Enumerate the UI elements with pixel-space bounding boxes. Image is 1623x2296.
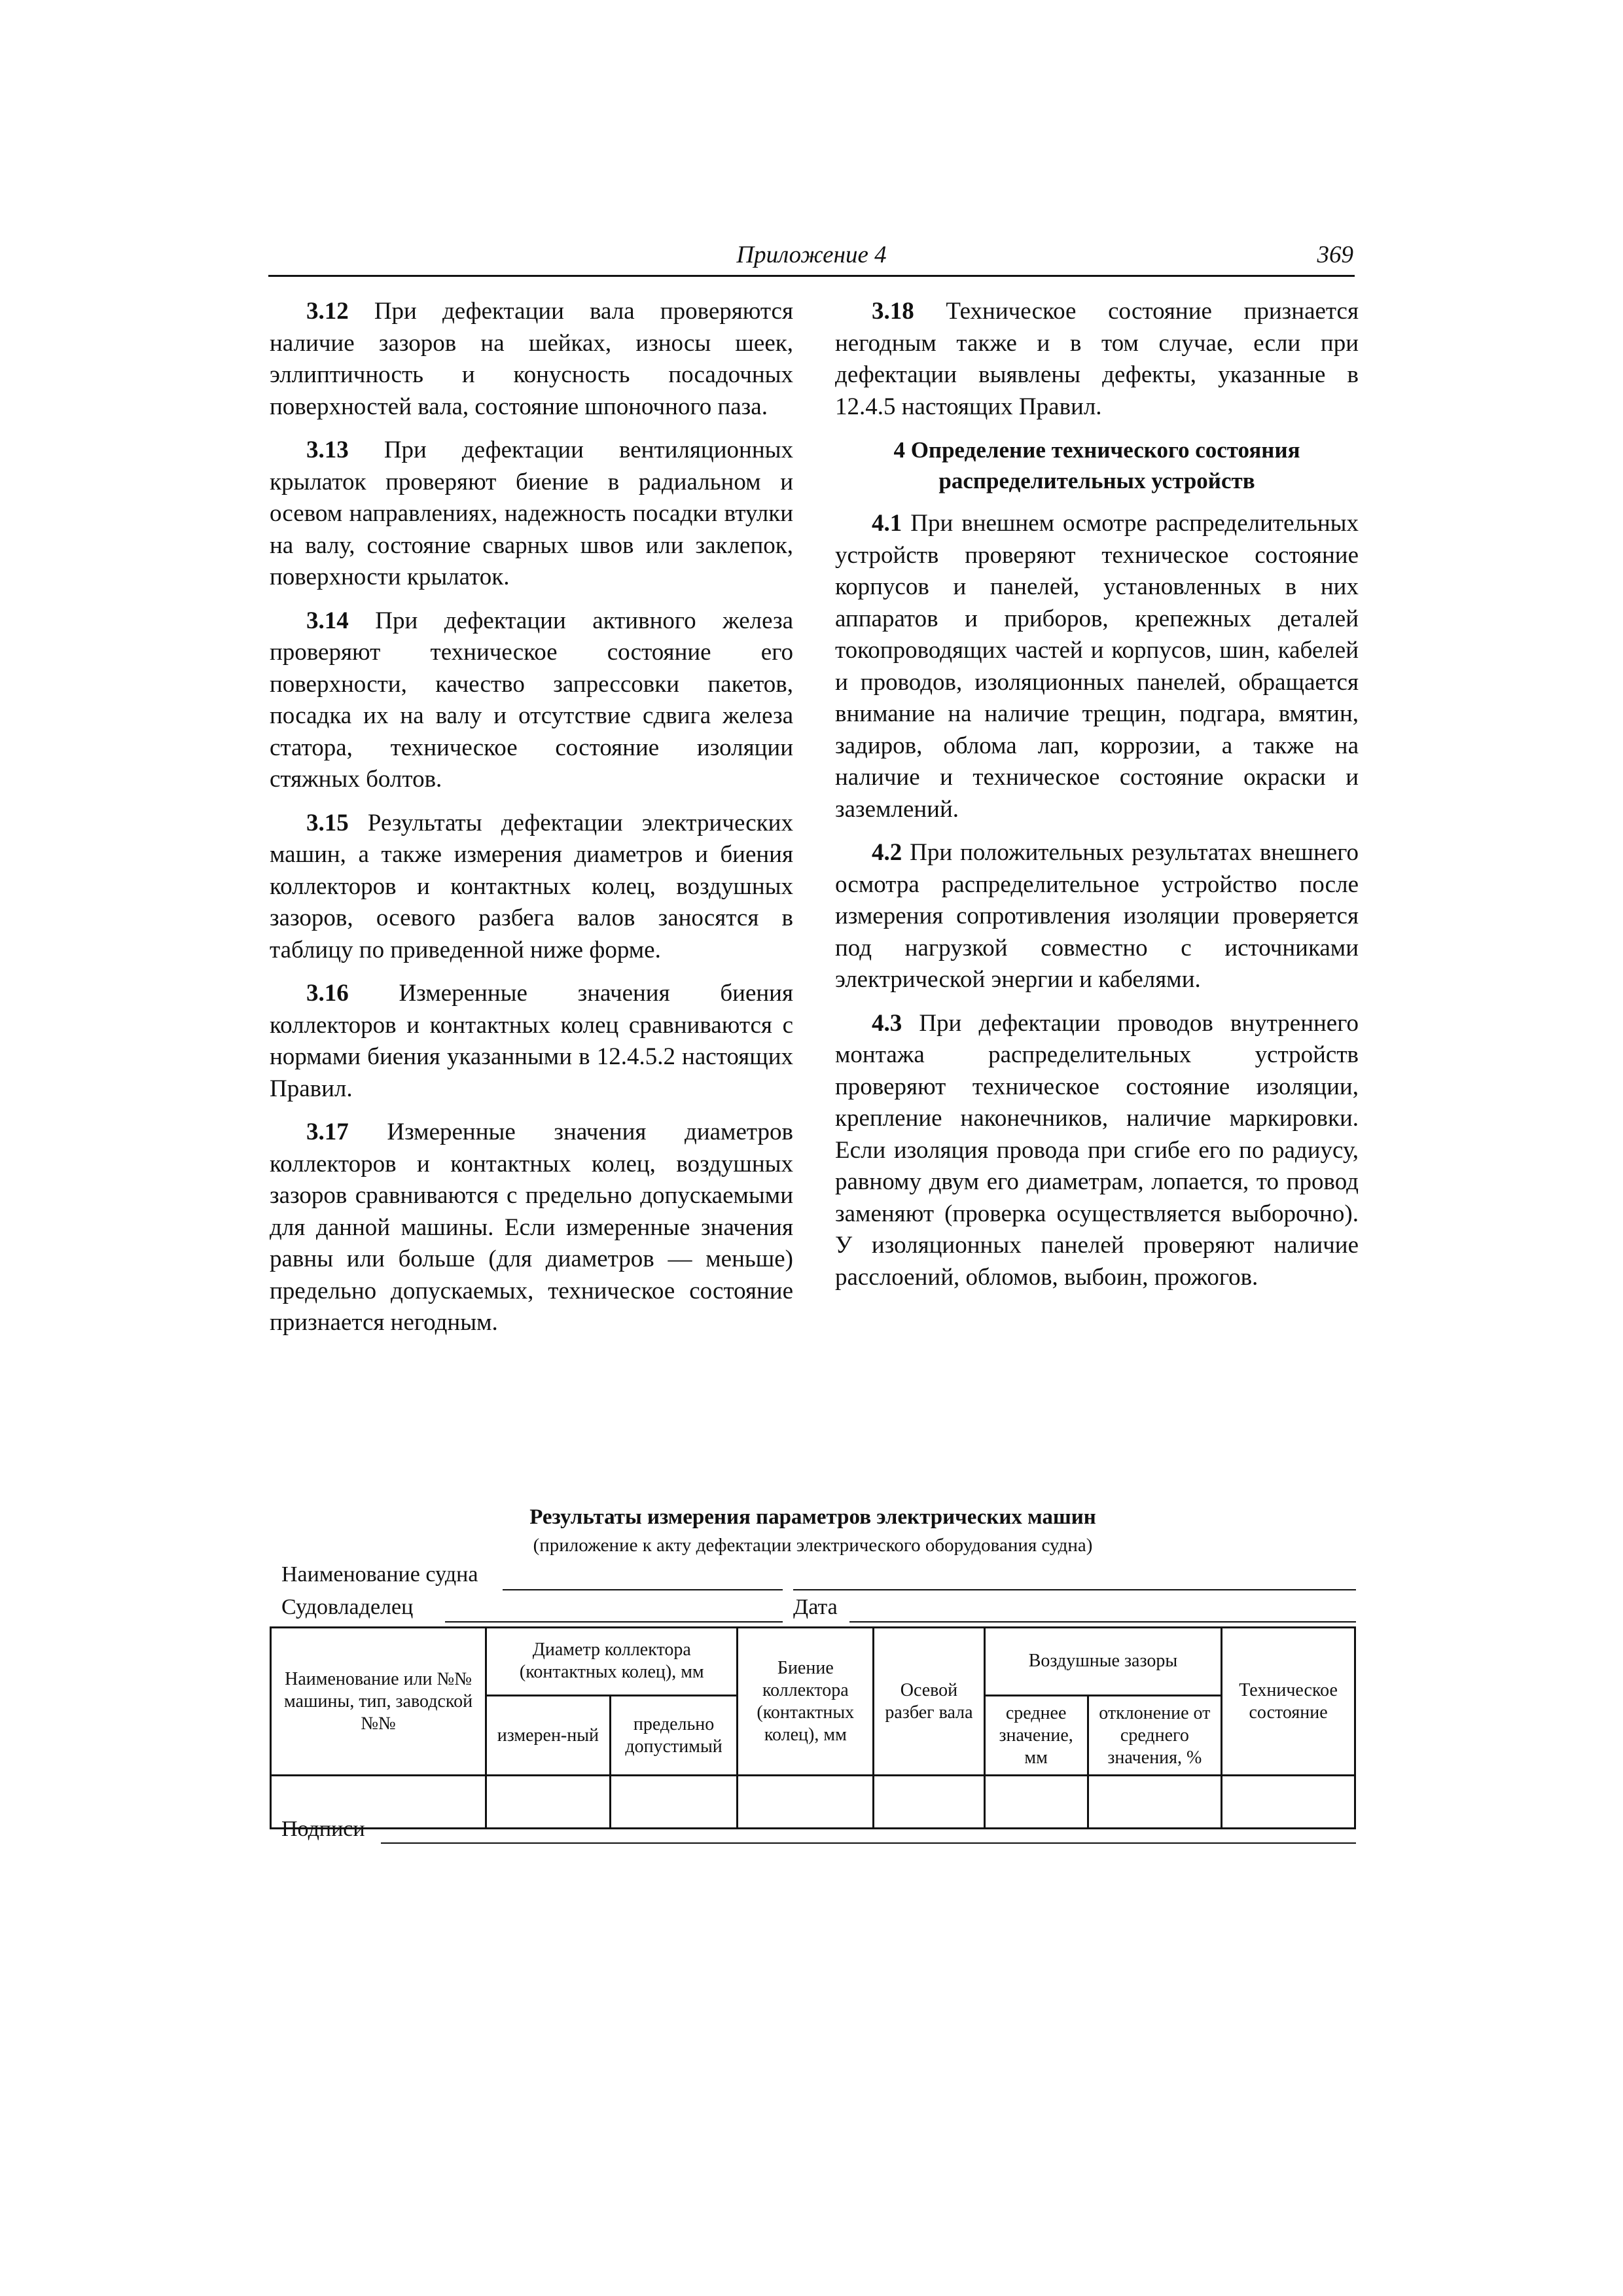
- header-air-gaps: Воздушные зазоры: [984, 1628, 1221, 1696]
- paragraph-3-12: 3.12 При дефектации вала проверяются наличие зазоров на шейках, износы шеек, эллиптичность и конусность посадочных поверхностей вала, состояние шпоночного паза.: [270, 298, 793, 420]
- paragraph-3-15: 3.15 Результаты дефектации электрических машин, а также измерения диаметров и биения коллекторов и контактных колец, воздушных зазоров, осевого разбега валов заносятся в таблицу по приведенной ниже форме.: [270, 809, 793, 963]
- paragraph-4-1: 4.1 При внешнем осмотре распределительных устройств проверяют техническое состояние корпусов и панелей, установленных в них аппаратов и приборов, крепежных деталей токопроводящих частей и корпусов, шин, кабелей и проводов, изоляционных панелей, обращается внимание на наличие трещин, подгара, вмятин, задиров, облома лап, коррозии, а также на наличие и техническое состояние окраски и заземлений.: [835, 510, 1359, 823]
- paragraph-3-13: 3.13 При дефектации вентиляционных крылаток проверяют биение в радиальном и осевом направлениях, надежность посадки втулки на валу, состояние сварных швов или заклепок, поверхности крылаток.: [270, 437, 793, 590]
- header-axial-play: Осевой разбег вала: [874, 1628, 985, 1776]
- table-cell[interactable]: [738, 1776, 874, 1829]
- running-header-section: Приложение 4: [736, 242, 887, 268]
- measurement-table: [270, 1626, 1356, 1829]
- section-heading: 4 Определение технического состояния распределительных устройств: [893, 437, 1300, 493]
- right-column: [835, 296, 1359, 1305]
- paragraph-3-16: 3.16 Измеренные значения биения коллекторов и контактных колец сравниваются с нормами биения указанными в 12.4.5.2 настоящих Правил.: [270, 980, 793, 1102]
- subheader-deviation: отклонение от среднего значения, %: [1088, 1695, 1222, 1776]
- subheader-limit: предельно допустимый: [610, 1695, 738, 1776]
- table-cell[interactable]: [1222, 1776, 1355, 1829]
- form-subtitle: (приложение к акту дефектации электрического оборудования судна): [533, 1535, 1093, 1556]
- form-title: Результаты измерения параметров электрических машин: [529, 1505, 1096, 1529]
- owner-line[interactable]: [445, 1621, 783, 1623]
- paragraph-4-2: 4.2 При положительных результатах внешнего осмотра распределительное устройство после измерения сопротивления изоляции проверяется под нагрузкой совместно с источниками электрической энергии и кабелями.: [835, 839, 1359, 993]
- signatures-line[interactable]: [381, 1842, 1356, 1844]
- paragraph-3-17: 3.17 Измеренные значения диаметров коллекторов и контактных колец, воздушных зазоров сравниваются с предельно допускаемыми для данной машины. Если измеренные значения равны или больше (для диаметров — меньше) предельно допускаемых, техническое состояние признается негодным.: [270, 1119, 793, 1336]
- signatures-label: Подписи: [281, 1817, 365, 1841]
- date-line[interactable]: [849, 1621, 1356, 1623]
- table-cell[interactable]: [1088, 1776, 1222, 1829]
- paragraph-4-3: 4.3 При дефектации проводов внутреннего монтажа распределительных устройств проверяют техническое состояние изоляции, крепление наконечников, наличие маркировки. Если изоляция провода при сгибе его по радиусу, равному двум его диаметрам, лопается, то провод заменяют (проверка осуществляется выборочно). У изоляционных панелей проверяют наличие расслоений, обломов, выбоин, прожогов.: [835, 1009, 1359, 1291]
- page-number: 369: [1317, 242, 1353, 268]
- header-machine-name: Наименование или №№ машины, тип, заводской №№: [271, 1628, 486, 1776]
- vessel-name-line-2[interactable]: [793, 1589, 1356, 1590]
- date-label: Дата: [793, 1595, 838, 1619]
- owner-label: Судовладелец: [281, 1595, 414, 1619]
- page-header: [268, 241, 1355, 277]
- paragraph-3-18: 3.18 Техническое состояние признается негодным также и в том случае, если при дефектации выявлены дефекты, указанные в 12.4.5 настоящих Правил.: [835, 298, 1359, 420]
- subheader-average: среднее значение, мм: [984, 1695, 1088, 1776]
- table-cell[interactable]: [874, 1776, 985, 1829]
- vessel-name-line[interactable]: [503, 1589, 783, 1590]
- table-cell[interactable]: [610, 1776, 738, 1829]
- header-technical-state: Техническое состояние: [1222, 1628, 1355, 1776]
- header-runout: Биение коллектора (контактных колец), мм: [738, 1628, 874, 1776]
- header-diameter: Диаметр коллектора (контактных колец), мм: [486, 1628, 738, 1696]
- subheader-measured: измерен-ный: [486, 1695, 611, 1776]
- table-cell[interactable]: [984, 1776, 1088, 1829]
- vessel-name-label: Наименование судна: [281, 1562, 478, 1587]
- left-column: [270, 296, 793, 1351]
- paragraph-3-14: 3.14 При дефектации активного железа проверяют техническое состояние его поверхности, качество запрессовки пакетов, посадка их на валу и отсутствие сдвига железа статора, техническое состояние изоляции стяжных болтов.: [270, 607, 793, 793]
- table-cell[interactable]: [486, 1776, 611, 1829]
